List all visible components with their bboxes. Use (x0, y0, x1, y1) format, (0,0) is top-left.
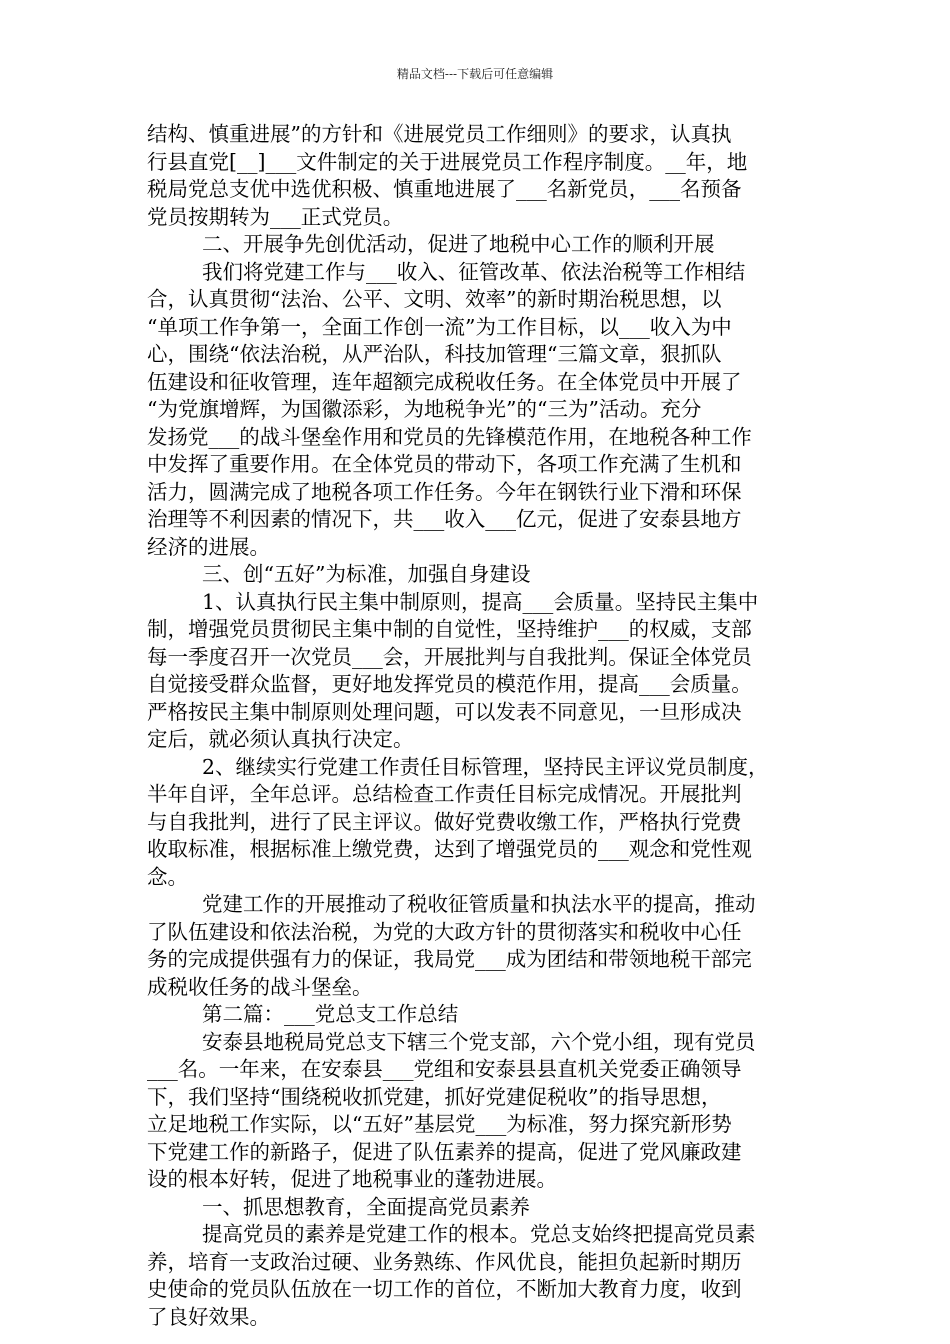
text-line: 制，增强党员贯彻民主集中制的自觉性，坚持维护___的权威，支部 (147, 617, 752, 641)
text-line: 养，培育一支政治过硬、业务熟练、作风优良，能担负起新时期历 (147, 1249, 742, 1274)
text-line: 党建工作的开展推动了税收征管质量和执法水平的提高，推动 (202, 892, 756, 916)
text-line: 中发挥了重要作用。在全体党员的带动下，各项工作充满了生机和 (147, 452, 742, 476)
text-line: 念。 (147, 864, 188, 889)
text-line: 定后，就必须认真执行决定。 (147, 727, 414, 751)
text-line: 心，围绕“依法治税，从严治队，科技加管理“三篇文章，狠抓队 (147, 342, 722, 366)
text-line: 成税收任务的战斗堡垒。 (147, 974, 373, 999)
text-line: 行县直党[__]___文件制定的关于进展党员工作程序制度。__年，地 (147, 149, 748, 174)
text-line: 下党建工作的新路子，促进了队伍素养的提高，促进了党风廉政建 (147, 1139, 742, 1164)
text-line: 发扬党___的战斗堡垒作用和党员的先锋模范作用，在地税各种工作 (147, 424, 752, 449)
text-line: 下，我们坚持“围绕税收抓党建，抓好党建促税收”的指导思想， (147, 1084, 722, 1109)
text-line: 第二篇：___党总支工作总结 (202, 1002, 459, 1026)
text-line: 自觉接受群众监督，更好地发挥党员的模范作用，提高___会质量。 (147, 672, 752, 696)
text-line: 安泰县地税局党总支下辖三个党支部，六个党小组，现有党员 (202, 1029, 756, 1054)
text-line: 立足地税工作实际，以“五好”基层党___为标准，努力探究新形势 (147, 1112, 732, 1136)
text-line: 了良好效果。 (147, 1304, 270, 1329)
text-line: 史使命的党员队伍放在一切工作的首位，不断加大教育力度，收到 (147, 1277, 742, 1301)
text-line: 了队伍建设和依法治税，为党的大政方针的贯彻落实和税收中心任 (147, 919, 742, 944)
text-line: “单项工作争第一，全面工作创一流”为工作目标，以___收入为中 (147, 314, 732, 339)
text-line: 二、开展争先创优活动，促进了地税中心工作的顺利开展 (202, 232, 715, 256)
text-line: 严格按民主集中制原则处理问题，可以发表不同意见，一旦形成决 (147, 699, 742, 724)
text-line: 提高党员的素养是党建工作的根本。党总支始终把提高党员素 (202, 1222, 756, 1246)
text-line: 合，认真贯彻“法治、公平、文明、效率”的新时期治税思想，以 (147, 287, 722, 311)
text-line: 1、认真执行民主集中制原则，提高___会质量。坚持民主集中 (202, 589, 759, 614)
text-line: 经济的进展。 (147, 534, 270, 559)
text-line: 党员按期转为___正式党员。 (147, 204, 404, 229)
text-line: 税局党总支优中选优积极、慎重地进展了___名新党员，___名预备 (147, 177, 742, 201)
text-line: 治理等不利因素的情况下，共___收入___亿元，促进了安泰县地方 (147, 507, 742, 531)
document-body (147, 121, 819, 1331)
text-line: 一、抓思想教育，全面提高党员素养 (202, 1194, 530, 1219)
text-line: 结构、慎重进展”的方针和《进展党员工作细则》的要求，认真执 (147, 122, 732, 146)
text-line: 伍建设和征收管理，连年超额完成税收任务。在全体党员中开展了 (147, 369, 742, 394)
text-line: 三、创“五好”为标准，加强自身建设 (202, 562, 531, 586)
text-line: 与自我批判，进行了民主评议。做好党费收缴工作，严格执行党费 (147, 809, 742, 834)
text-line: 收取标准，根据标准上缴党费，达到了增强党员的___观念和党性观 (147, 837, 752, 861)
text-line: 活力，圆满完成了地税各项工作任务。今年在钢铁行业下滑和环保 (147, 479, 742, 504)
text-line: 每一季度召开一次党员___会，开展批判与自我批判。保证全体党员 (147, 644, 752, 669)
page-header: 精品文档---下载后可任意编辑 (396, 67, 554, 81)
text-line: 我们将党建工作与___收入、征管改革、依法治税等工作相结 (202, 259, 746, 284)
text-line: 设的根本好转，促进了地税事业的蓬勃进展。 (147, 1167, 557, 1191)
text-line: 务的完成提供强有力的保证，我局党___成为团结和带领地税干部完 (147, 947, 752, 971)
text-line: ___名。一年来，在安泰县___党组和安泰县县直机关党委正确领导 (147, 1057, 742, 1081)
text-line: 2、继续实行党建工作责任目标管理，坚持民主评议党员制度， (202, 754, 769, 779)
text-line: “为党旗增辉，为国徽添彩，为地税争光”的“三为”活动。充分 (147, 397, 702, 421)
text-line: 半年自评，全年总评。总结检查工作责任目标完成情况。开展批判 (147, 782, 742, 806)
